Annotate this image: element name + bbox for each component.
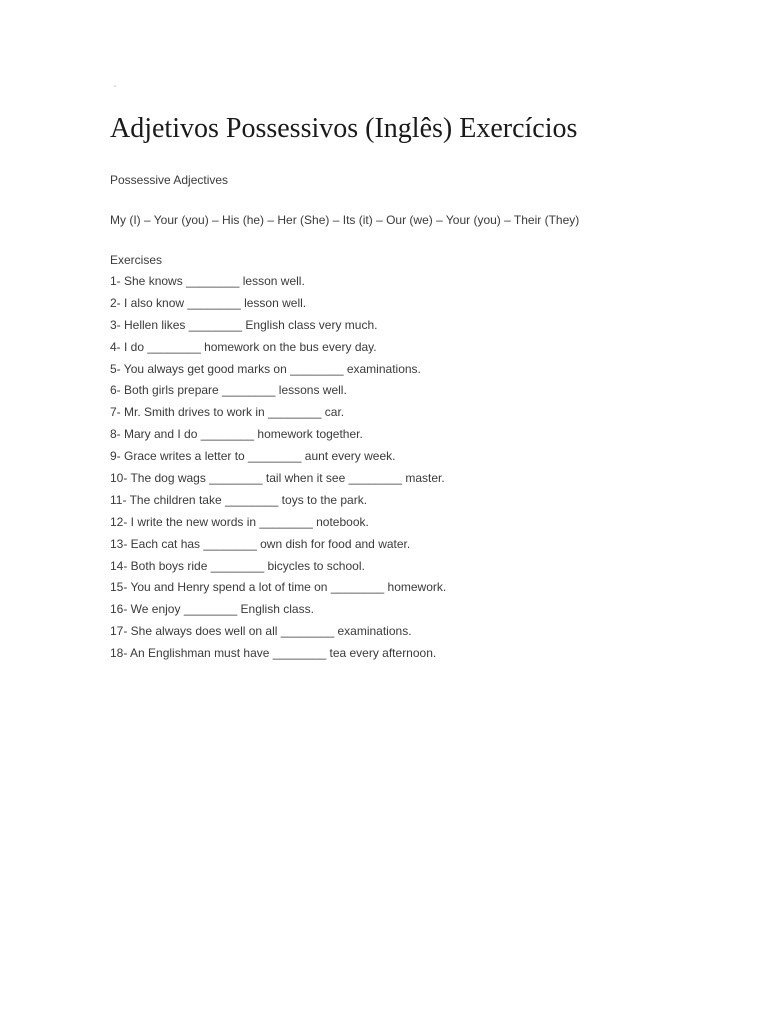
exercise-item: 17- She always does well on all ________ examinations.: [110, 624, 412, 639]
exercise-item: 5- You always get good marks on ________ examinations.: [110, 361, 421, 376]
exercise-item: 4- I do ________ homework on the bus every day.: [110, 339, 377, 354]
exercise-item: 2- I also know ________ lesson well.: [110, 295, 307, 310]
exercise-item: 11- The children take ________ toys to the park.: [110, 492, 368, 507]
exercise-item: 3- Hellen likes ________ English class very much.: [110, 317, 378, 332]
exercise-item: 9- Grace writes a letter to ________ aunt every week.: [110, 449, 396, 464]
exercise-item: 12- I write the new words in ________ notebook.: [110, 514, 369, 529]
exercise-item: 16- We enjoy ________ English class.: [110, 602, 314, 617]
exercise-item: 18- An Englishman must have ________ tea every afternoon.: [110, 646, 437, 661]
exercises-heading: Exercises: [110, 253, 163, 267]
exercise-item: 14- Both boys ride ________ bicycles to school.: [110, 558, 365, 573]
exercise-item: 8- Mary and I do ________ homework together.: [110, 427, 363, 442]
exercise-item: 13- Each cat has ________ own dish for food and water.: [110, 536, 411, 551]
exercise-item: 15- You and Henry spend a lot of time on ________ homework.: [110, 580, 447, 595]
subtitle: Possessive Adjectives: [110, 173, 229, 187]
page-title: Adjetivos Possessivos (Inglês) Exercícios: [110, 113, 578, 144]
pronoun-list: My (I) – Your (you) – His (he) – Her (She) – Its (it) – Our (we) – Your (you) – Their (They): [110, 213, 580, 227]
exercise-item: 7- Mr. Smith drives to work in ________ car.: [110, 405, 345, 420]
exercise-list: [110, 273, 446, 667]
exercise-item: 10- The dog wags ________ tail when it see ________ master.: [110, 471, 445, 486]
exercise-item: 6- Both girls prepare ________ lessons well.: [110, 383, 347, 398]
corner-mark: ": [114, 86, 117, 92]
exercise-item: 1- She knows ________ lesson well.: [110, 274, 305, 288]
